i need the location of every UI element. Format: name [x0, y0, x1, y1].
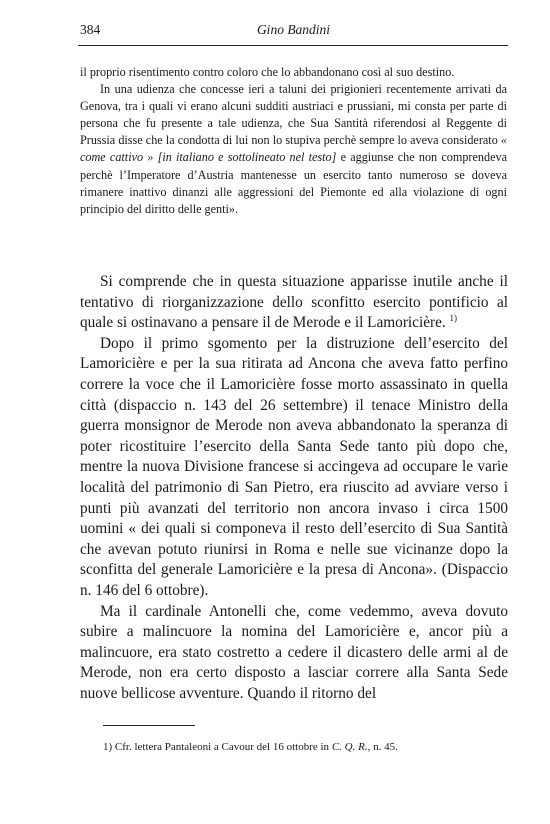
quote-italic-phrase: « come cattivo »: [80, 133, 507, 165]
quote-text-before: In una udienza che concesse ieri a taluni dei prigionieri recentemente arrivati da Genova, tra i quali vi erano alcuni sudditi austriaci e prussiani, mi consta per parte di persona che fu presente a tale udienza, che Sua Santità riferendosi al Reggente di Prussia disse che la condotta di lui non lo stupiva perchè sempre lo aveva considerato: [80, 82, 507, 148]
running-author: Gino Bandini: [256, 22, 331, 37]
body-paragraph-3: Ma il cardinale Antonelli che, come vedemmo, aveva dovuto subire a malincuore la nomina del Lamoricière e, ancor più a malincuore, era stato costretto a cedere il dicastero delle armi al de Merode, non era certo disposto a lasciar correre alla Santa Sede nuove bellicose avventure. Quando il ritorno del: [80, 602, 508, 702]
body-paragraph-1: [80, 272, 508, 334]
footnote-text-after: , n. 45.: [367, 741, 398, 753]
footnote-reference[interactable]: 1): [449, 313, 458, 324]
body-paragraph-2: Dopo il primo sgomento per la distruzione dell’esercito del Lamoricière e per la sua ritirata ad Ancona che aveva fatto perfino correre la voce che il Lamoricière fosse morto assassinato in quella città (dispaccio n. 143 del 26 settembre) il tenace Ministro della guerra monsignor de Merode non aveva abbandonato la speranza di poter ricostituire l’esercito della Santa Sede tanto più dopo che, mentre la nuova Divisione francese si accingeva ad occupare le varie località del patrimonio di San Pietro, era riuscito ad avviare verso i punti più avanzati del territorio non ancora invaso i circa 1500 uomini « dei quali si componeva il resto dell’esercito di Sua Santità che avevan potuto riunirsi in Roma e nelle sue vicinanze dopo la sconfitta del generale Lamoricière e la presa di Ancona». (Dispaccio n. 146 del 6 ottobre).: [80, 334, 508, 599]
main-text: [80, 272, 508, 704]
footnote-text-before: Cfr. lettera Pantaleoni a Cavour del 16 ottobre in: [114, 741, 332, 753]
header-rule: [78, 45, 508, 46]
footnote-rule: [103, 725, 195, 726]
quoted-dispatch: [80, 64, 507, 218]
body-paragraph-1-text: Si comprende che in questa situazione apparisse inutile anche il tentativo di riorganizzazione dello sconfitto esercito pontificio al quale si ostinavano a pensare il de Merode e il Lamoricière.: [80, 273, 508, 332]
quote-paragraph-1: il proprio risentimento contro coloro che lo abbandonano così al suo destino.: [80, 65, 455, 79]
footnote-mark: 1): [103, 741, 113, 753]
running-header: [80, 22, 507, 42]
quote-editorial-note: [in italiano e sottolineato nel testo]: [157, 150, 337, 165]
page-number: 384: [80, 22, 101, 37]
footnote: [103, 740, 508, 754]
footnote-source: C. Q. R.: [331, 741, 368, 753]
quote-paragraph-2: [80, 81, 507, 218]
quote-text-after: e aggiunse che non comprendeva perchè l’Imperatore d’Austria mantenesse un esercito tanto numeroso se doveva rimanere inattivo dinanzi alle aggressioni del Piemonte ed alla violazione di ogni principio del diritto delle genti».: [80, 150, 507, 216]
